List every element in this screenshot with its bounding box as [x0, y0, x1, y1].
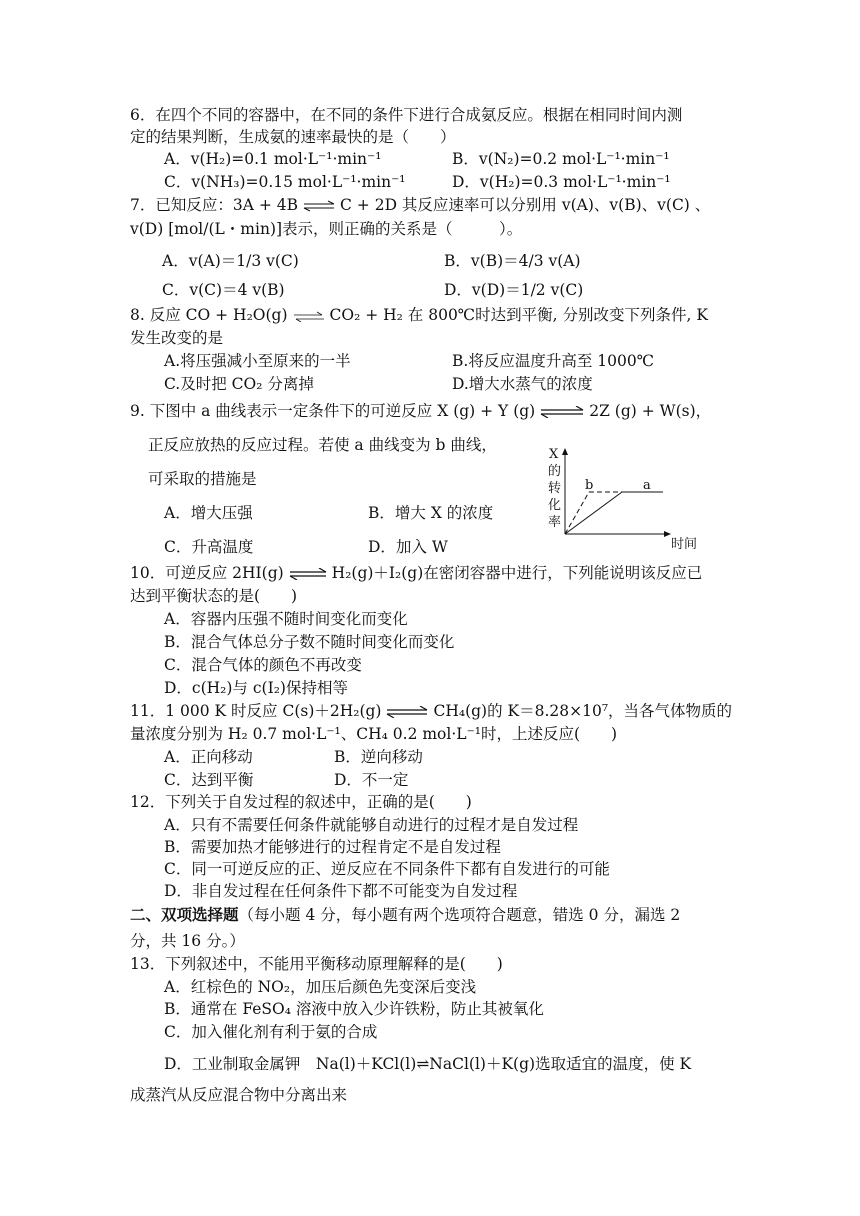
curve-a-label: a — [643, 478, 651, 493]
svg-text:率: 率 — [548, 515, 562, 530]
q9-option-b: B．增大 X 的浓度 — [368, 504, 494, 522]
q10-option-a: A．容器内压强不随时间变化而变化 — [164, 610, 408, 628]
q6-option-b: B．v(N₂)=0.2 mol·L⁻¹·min⁻¹ — [452, 150, 670, 168]
q12-stem: 12．下列关于自发过程的叙述中，正确的是( ) — [130, 793, 472, 811]
section2-title: 二、双项选择题 — [130, 905, 239, 924]
q12-option-d: D．非自发过程在任何条件下都不可能变为自发过程 — [164, 882, 518, 900]
section2-rules: （每小题 4 分，每小题有两个选项符合题意，错选 0 分，漏选 2 — [238, 906, 681, 924]
q11-stem-line2: 量浓度分别为 H₂ 0.7 mol·L⁻¹、CH₄ 0.2 mol·L⁻¹时，上述反应( ) — [130, 725, 618, 743]
equilibrium-arrow-icon — [385, 706, 429, 718]
q8-option-b: B.将反应温度升高至 1000℃ — [452, 352, 655, 370]
q7-option-d: D．v(D)＝1/2 v(C) — [444, 281, 584, 299]
curve-b-rise — [565, 492, 589, 534]
q13-stem: 13．下列叙述中，不能用平衡移动原理解释的是( ) — [130, 955, 503, 973]
q10-option-b: B．混合气体总分子数不随时间变化而变化 — [164, 633, 455, 651]
curve-b-label: b — [585, 478, 594, 493]
x-axis-arrow — [664, 531, 671, 537]
q10-option-c: C．混合气体的颜色不再改变 — [164, 656, 362, 674]
q6-option-d: D．v(H₂)=0.3 mol·L⁻¹·min⁻¹ — [452, 173, 671, 191]
q13-option-b: B．通常在 FeSO₄ 溶液中放入少许铁粉，防止其被氧化 — [164, 1000, 544, 1018]
q13-option-c: C．加入催化剂有利于氨的合成 — [164, 1023, 378, 1041]
conversion-time-figure — [545, 448, 715, 558]
q8-option-d: D.增大水蒸气的浓度 — [452, 375, 593, 393]
q9-option-a: A．增大压强 — [164, 504, 253, 522]
q10-stem-line1: 10．可逆反应 2HI(g) H₂(g)＋I₂(g)在密闭容器中进行，下列能说明该反应已 — [130, 564, 703, 582]
q6-stem-line2: 定的结果判断，生成氨的速率最快的是（ ） — [130, 128, 456, 146]
svg-text:化: 化 — [548, 498, 562, 513]
equilibrium-arrow-icon — [292, 310, 326, 322]
q6-option-c: C．v(NH₃)=0.15 mol·L⁻¹·min⁻¹ — [164, 173, 406, 191]
q8-stem-line2: 发生改变的是 — [130, 329, 224, 347]
x-axis-label: 时间 — [671, 537, 698, 552]
q12-option-b: B．需要加热才能够进行的过程肯定不是自发过程 — [164, 838, 501, 856]
q11-option-d: D．不一定 — [334, 771, 409, 789]
equilibrium-arrow-icon — [302, 200, 336, 212]
q10-stem-line2: 达到平衡状态的是( ) — [130, 587, 298, 605]
q10-option-d: D．c(H₂)与 c(I₂)保持相等 — [164, 679, 348, 697]
curve-a-rise — [565, 492, 622, 534]
equilibrium-arrow-icon — [288, 568, 328, 580]
equilibrium-arrow-icon — [539, 406, 585, 418]
q11-option-b: B．逆向移动 — [334, 748, 423, 766]
section2-header — [130, 907, 680, 924]
q9-option-c: C．升高温度 — [164, 538, 254, 556]
q11-stem-line1: 11．1 000 K 时反应 C(s)＋2H₂(g) CH₄(g)的 K＝8.28×10⁷，当各气体物质的 — [130, 702, 733, 720]
q12-option-a: A．只有不需要任何条件就能够自动进行的过程才是自发过程 — [164, 816, 579, 834]
q7-option-b: B．v(B)＝4/3 v(A) — [444, 252, 581, 270]
svg-text:的: 的 — [548, 464, 562, 479]
q9-stem-line2: 正反应放热的反应过程。若使 a 曲线变为 b 曲线， — [148, 436, 497, 454]
q13-option-a: A．红棕色的 NO₂，加压后颜色先变深后变浅 — [164, 978, 477, 996]
svg-text:转: 转 — [548, 481, 562, 496]
q8-stem-line1: 8. 反应 CO + H₂O(g) CO₂ + H₂ 在 800℃时达到平衡, 分别改变下列条件, K — [130, 306, 708, 324]
q8-option-c: C.及时把 CO₂ 分离掉 — [164, 375, 314, 393]
svg-text:X: X — [549, 448, 559, 462]
q13-option-d-continued: 成蒸汽从反应混合物中分离出来 — [130, 1086, 348, 1104]
y-axis-label — [548, 448, 561, 530]
q7-option-c: C．v(C)＝4 v(B) — [162, 281, 285, 299]
q7-stem-line1: 7．已知反应：3A + 4B C + 2D 其反应速率可以分别用 v(A)、v(B)、v(C) 、 — [130, 196, 711, 214]
q6-option-a: A．v(H₂)=0.1 mol·L⁻¹·min⁻¹ — [164, 150, 382, 168]
y-axis-arrow — [562, 448, 568, 455]
q6-stem-line1: 6．在四个不同的容器中，在不同的条件下进行合成氨反应。根据在相同时间内测 — [130, 106, 683, 124]
q9-stem-line1: 9. 下图中 a 曲线表示一定条件下的可逆反应 X (g) + Y (g) 2Z (g) + W(s)， — [130, 402, 712, 420]
q7-option-a: A．v(A)＝1/3 v(C) — [162, 252, 299, 270]
q11-option-c: C．达到平衡 — [164, 771, 254, 789]
q13-option-d: D．工业制取金属钾 Na(l)＋KCl(l)⇌NaCl(l)＋K(g)选取适宜的温度，使 K — [164, 1055, 692, 1073]
section2-rules-line2: 分，共 16 分。） — [130, 932, 245, 950]
q9-stem-line3: 可采取的措施是 — [148, 470, 257, 488]
q11-option-a: A．正向移动 — [164, 748, 253, 766]
q9-option-d: D．加入 W — [368, 538, 448, 556]
q7-stem-line2: v(D) [mol/(L・min)]表示，则正确的关系是（ ）。 — [130, 220, 523, 238]
q8-option-a: A.将压强减小至原来的一半 — [164, 352, 351, 370]
q12-option-c: C．同一可逆反应的正、逆反应在不同条件下都有自发进行的可能 — [164, 860, 610, 878]
